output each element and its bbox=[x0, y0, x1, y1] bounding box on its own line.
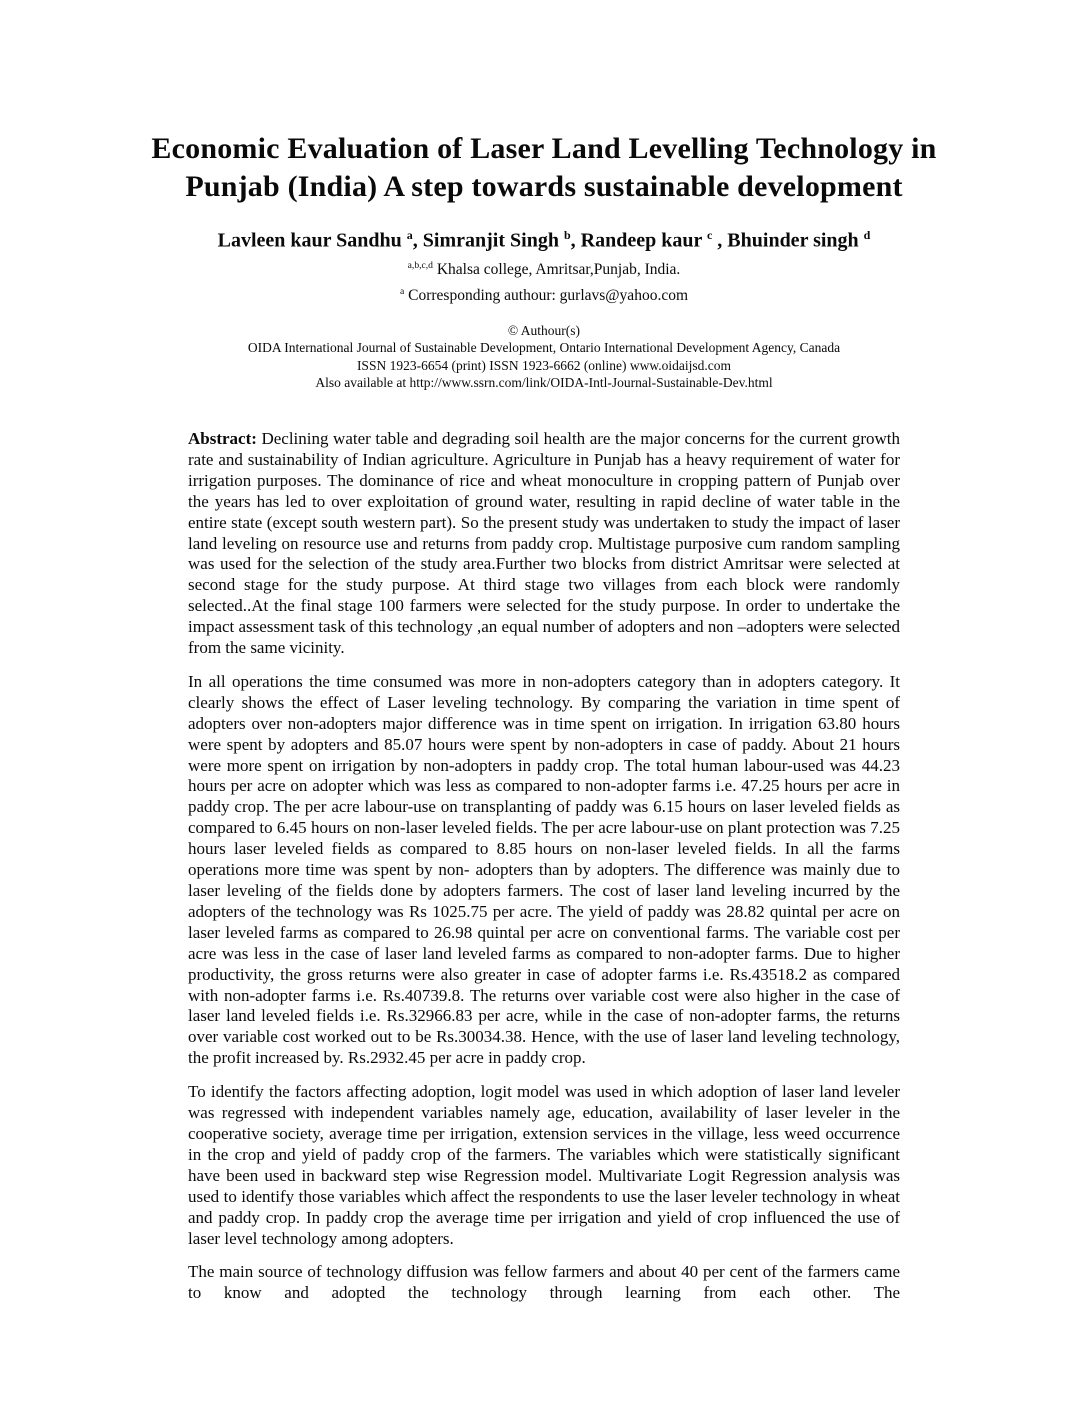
abstract-paragraph bbox=[188, 429, 900, 659]
affiliation-sup: a,b,c,d bbox=[407, 259, 433, 271]
author-sup-a: a bbox=[406, 228, 413, 242]
corresponding-text: Corresponding authour: gurlavs@yahoo.com bbox=[404, 286, 689, 304]
corresponding-sup: a bbox=[399, 285, 405, 297]
body-paragraph-4: The main source of technology diffusion was fellow farmers and about 40 per cent of the farmers came to know and adopted the technology through learning from each other. The bbox=[188, 1262, 900, 1303]
affiliation-line bbox=[79, 256, 1009, 279]
paper-body bbox=[188, 429, 900, 1304]
abstract-text: Declining water table and degrading soil health are the major concerns for the current growth rate and sustainability of Indian agriculture. Agriculture in Punjab has a heavy requirement of water for irrigation purposes. The dominance of rice and wheat monoculture in cropping pattern of Punjab over the years has led to over exploitation of ground water, resulting in rapid decline of water table in the entire state (except south western part). So the present study was undertaken to study the impact of laser land leveling on resource use and returns from paddy crop. Multistage purposive cum random sampling was used for the selection of the study area.Further two blocks from district Amritsar were selected at second stage for the study purpose. At third stage two villages from each block were randomly selected..At the final stage 100 farmers were selected for the study purpose. In order to undertake the impact assessment task of this technology ,an equal number of adopters and non –adopters were selected from the same vicinity. bbox=[188, 428, 900, 658]
copyright-line: © Authour(s) bbox=[507, 322, 581, 338]
availability-line: Also available at http://www.ssrn.com/link/OIDA-Intl-Journal-Sustainable-Dev.html bbox=[315, 375, 773, 391]
author-sup-d: d bbox=[863, 228, 871, 242]
author-name-4: , Bhuinder singh bbox=[712, 229, 864, 252]
author-sup-c: c bbox=[706, 228, 713, 242]
author-sup-b: b bbox=[563, 228, 571, 242]
body-paragraph-2: In all operations the time consumed was more in non-adopters category than in adopters category. It clearly shows the effect of Laser leveling technology. By comparing the variation in time spent of adopters over non-adopters major difference was in time spent on irrigation. In irrigation 63.80 hours were spent by adopters and 85.07 hours were spent by non-adopters in case of paddy. About 21 hours were more spent on irrigation by non-adopters in paddy crop. The total human labour-used was 44.23 hours per acre on adopter which was less as compared to non-adopter farms i.e. 47.25 hours per acre in paddy crop. The per acre labour-use on transplanting of paddy was 6.15 hours on laser leveled fields as compared to 6.45 hours on non-laser leveled fields. The per acre labour-use on plant protection was 7.25 hours laser leveled fields as compared to 8.85 hours on non-laser leveled fields. In all the farms operations more time was spent by non- adopters than by adopters. The difference was mainly due to laser leveling of the fields done by adopters farmers. The cost of laser land leveling incurred by the adopters of the technology was Rs 1025.75 per acre. The yield of paddy was 28.82 quintal per acre on laser leveled farms as compared to 26.98 quintal per acre on conventional farms. The variable cost per acre was less in the case of laser land leveled farms as compared to non-adopter farms. Due to higher productivity, the gross returns were also greater in case of adopter farms i.e. Rs.43518.2 as compared with non-adopter farms i.e. Rs.40739.8. The returns over variable cost were also higher in the case of laser land leveled fields i.e. Rs.32966.83 per acre, while in the case of non-adopter farms, the returns over variable cost worked out to be Rs.30034.38. Hence, with the use of laser land leveling technology, the profit increased by. Rs.2932.45 per acre in paddy crop. bbox=[188, 671, 900, 1068]
journal-name-line: OIDA International Journal of Sustainable Development, Ontario International Development Agency, Canada bbox=[247, 340, 841, 356]
author-line bbox=[79, 228, 1009, 253]
author-name-1: Lavleen kaur Sandhu bbox=[217, 229, 407, 252]
corresponding-author-line bbox=[79, 282, 1009, 305]
affiliation-text: Khalsa college, Amritsar,Punjab, India. bbox=[432, 260, 681, 278]
journal-imprint bbox=[79, 322, 1009, 392]
paper-title-line1: Economic Evaluation of Laser Land Levelling Technology in bbox=[151, 132, 937, 165]
issn-line: ISSN 1923-6654 (print) ISSN 1923-6662 (online) www.oidaijsd.com bbox=[356, 357, 732, 373]
body-paragraph-3: To identify the factors affecting adoption, logit model was used in which adoption of laser land leveler was regressed with independent variables namely age, education, availability of laser leveler in the cooperative society, average time per irrigation, extension services in the village, less weed occurrence in the crop and yield of paddy crop of the farmers. The variables which were statistically significant have been used in backward step wise Regression model. Multivariate Logit Regression analysis was used to identify those variables which affect the respondents to use the laser leveler technology in wheat and paddy crop. In paddy crop the average time per irrigation and yield of crop influenced the use of laser level technology among adopters. bbox=[188, 1082, 900, 1248]
paper-title bbox=[79, 130, 1009, 206]
author-name-2: , Simranjit Singh bbox=[412, 229, 564, 252]
abstract-label: Abstract: bbox=[188, 428, 257, 448]
paper-header bbox=[79, 130, 1009, 392]
author-name-3: , Randeep kaur bbox=[570, 229, 707, 252]
paper-title-line2: Punjab (India) A step towards sustainable development bbox=[185, 170, 903, 203]
